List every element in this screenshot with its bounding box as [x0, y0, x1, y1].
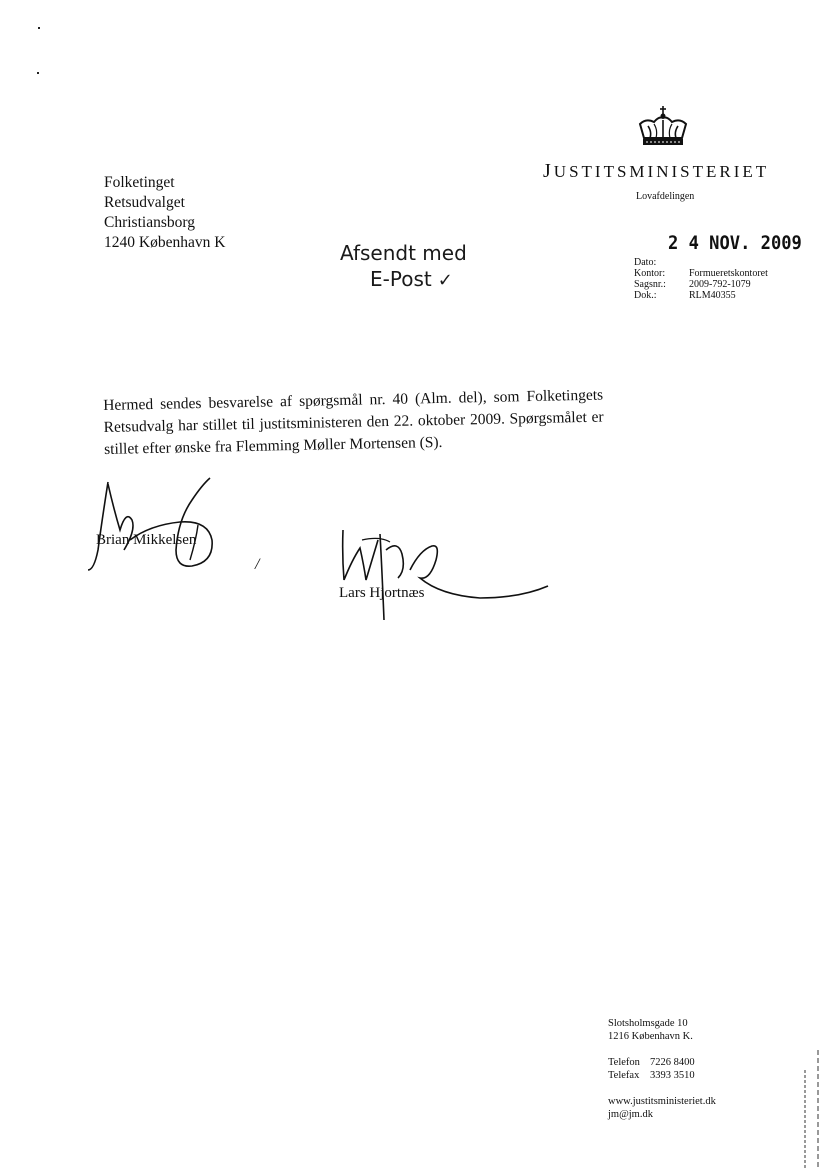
ministry-name	[543, 160, 769, 183]
recipient-line: Retsudvalget	[104, 194, 185, 211]
meta-value: Formueretskontoret	[689, 268, 768, 279]
check-mark-icon: ✓	[437, 270, 453, 291]
meta-row-dok	[634, 290, 768, 301]
sent-stamp-line2: E-Post	[370, 267, 432, 291]
ministry-rest: USTITSMINISTERIET	[553, 162, 770, 181]
ministry-contact-footer	[608, 1017, 716, 1121]
meta-row-kontor	[634, 268, 768, 279]
scan-speck	[38, 27, 40, 29]
signature-separator: /	[255, 556, 260, 573]
case-metadata	[634, 257, 768, 301]
sent-by-email-stamp	[340, 240, 467, 294]
body-paragraph: Hermed sendes besvarelse af spørgsmål nr. 40 (Alm. del), som Folketingets Retsudvalg har stillet til justitsministeren den 22. oktober 2009. Spørgsmålet er stillet efter ønske fra Flemming Møller Mortensen (S).	[103, 386, 604, 458]
meta-label: Sagsnr.:	[634, 279, 666, 290]
meta-value: RLM40355	[689, 290, 736, 301]
signatory-name-2: Lars Hjortnæs	[339, 585, 425, 601]
footer-telefax	[608, 1069, 716, 1082]
meta-label: Kontor:	[634, 268, 666, 279]
recipient-line: 1240 København K	[104, 234, 226, 251]
date-stamp: 2 4 NOV. 2009	[668, 232, 802, 254]
scan-edge-artifact	[800, 1050, 826, 1169]
recipient-line: Folketinget	[104, 174, 175, 191]
royal-crown-icon	[634, 104, 692, 150]
recipient-address	[104, 173, 225, 253]
department-name: Lovafdelingen	[636, 191, 695, 202]
footer-telefon	[608, 1056, 716, 1069]
footer-email: jm@jm.dk	[608, 1109, 653, 1120]
telefon-value: 7226 8400	[650, 1057, 695, 1068]
sent-stamp-line1: Afsendt med	[340, 241, 467, 265]
meta-row-sagsnr	[634, 279, 768, 290]
meta-value: 2009-792-1079	[689, 279, 751, 290]
scan-speck	[37, 72, 39, 74]
letter-body	[103, 385, 604, 461]
meta-row-dato	[634, 257, 768, 268]
meta-label: Dato:	[634, 257, 657, 268]
telefax-value: 3393 3510	[650, 1070, 695, 1081]
ministry-initial: J	[543, 160, 554, 182]
footer-city: 1216 København K.	[608, 1031, 693, 1042]
footer-street: Slotsholmsgade 10	[608, 1018, 688, 1029]
footer-web: www.justitsministeriet.dk	[608, 1096, 716, 1107]
telefax-label: Telefax	[608, 1070, 640, 1081]
sent-stamp-line2-wrap	[340, 266, 467, 294]
handwritten-signatures	[80, 470, 560, 630]
meta-label: Dok.:	[634, 290, 657, 301]
signatory-name-1: Brian Mikkelsen	[96, 532, 197, 548]
recipient-line: Christiansborg	[104, 214, 195, 231]
telefon-label: Telefon	[608, 1057, 640, 1068]
